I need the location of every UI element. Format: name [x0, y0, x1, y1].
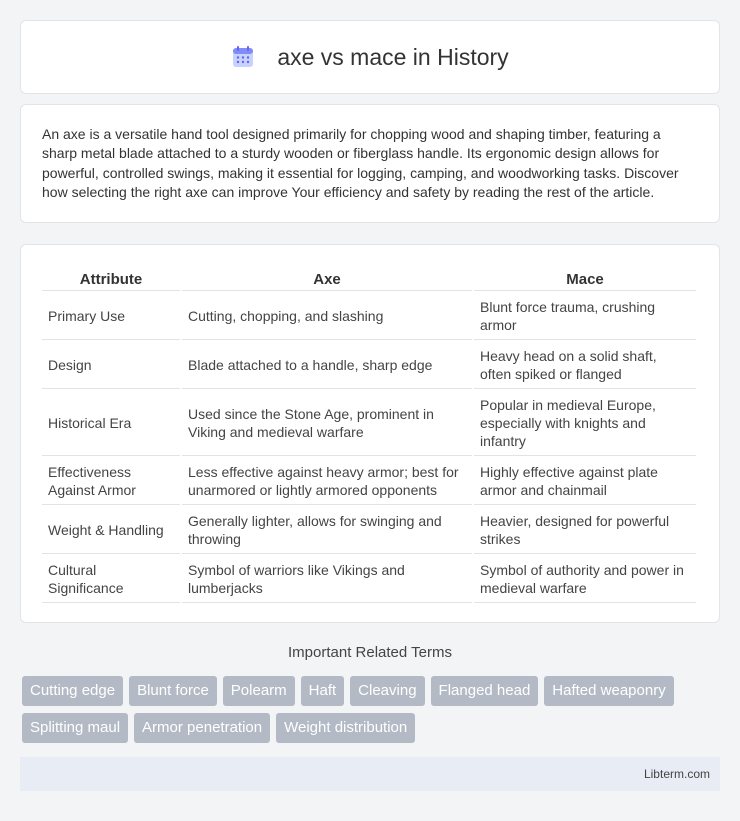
tag-cleaving[interactable]: Cleaving [350, 676, 424, 706]
tag-haft[interactable]: Haft [301, 676, 345, 706]
row-axe: Symbol of warriors like Vikings and lumberjacks [182, 556, 472, 603]
comparison-table [40, 265, 698, 605]
tag-blunt-force[interactable]: Blunt force [129, 676, 217, 706]
page-title: axe vs mace in History [277, 43, 509, 70]
intro-text: An axe is a versatile hand tool designed primarily for chopping wood and shaping timber, featuring a sharp metal blade attached to a sturdy wooden or fiberglass handle. Its ergonomic design allows for powerful, controlled swings, making it essential for logging, camping, and woodworking tasks. Discover how selecting the right axe can improve Your efficiency and safety by reading the rest of the article. [42, 126, 679, 200]
tag-polearm[interactable]: Polearm [223, 676, 295, 706]
row-axe: Generally lighter, allows for swinging and throwing [182, 507, 472, 554]
related-terms-title: Important Related Terms [288, 644, 452, 661]
row-attribute: Cultural Significance [42, 556, 180, 603]
table-row [42, 458, 696, 505]
row-attribute: Design [42, 342, 180, 389]
row-mace: Heavier, designed for powerful strikes [474, 507, 696, 554]
intro-card [20, 104, 720, 223]
row-mace: Highly effective against plate armor and chainmail [474, 458, 696, 505]
row-mace: Blunt force trauma, crushing armor [474, 293, 696, 340]
row-attribute: Historical Era [42, 391, 180, 456]
header-mace: Mace [474, 267, 696, 291]
tag-hafted-weaponry[interactable]: Hafted weaponry [544, 676, 673, 706]
row-mace: Heavy head on a solid shaft, often spiked or flanged [474, 342, 696, 389]
header-inner [231, 44, 508, 71]
footer-site-link[interactable]: Libterm.com [643, 767, 710, 781]
table-row [42, 293, 696, 340]
table-row [42, 342, 696, 389]
header-card [20, 20, 720, 94]
tag-armor-penetration[interactable]: Armor penetration [134, 713, 270, 743]
row-attribute: Weight & Handling [42, 507, 180, 554]
table-row [42, 507, 696, 554]
table-row [42, 556, 696, 603]
row-axe: Less effective against heavy armor; best for unarmored or lightly armored opponents [182, 458, 472, 505]
row-axe: Blade attached to a handle, sharp edge [182, 342, 472, 389]
row-axe: Cutting, chopping, and slashing [182, 293, 472, 340]
row-attribute: Effectiveness Against Armor [42, 458, 180, 505]
header-attribute: Attribute [42, 267, 180, 291]
row-axe: Used since the Stone Age, prominent in Viking and medieval warfare [182, 391, 472, 456]
comparison-card [20, 244, 720, 623]
footer [20, 757, 720, 791]
tag-cutting-edge[interactable]: Cutting edge [22, 676, 123, 706]
tag-flanged-head[interactable]: Flanged head [431, 676, 539, 706]
related-terms-list [22, 676, 722, 743]
header-axe: Axe [182, 267, 472, 291]
table-header-row [42, 267, 696, 291]
row-mace: Popular in medieval Europe, especially with knights and infantry [474, 391, 696, 456]
table-row [42, 391, 696, 456]
tag-weight-distribution[interactable]: Weight distribution [276, 713, 415, 743]
calendar-icon [231, 45, 255, 69]
tag-splitting-maul[interactable]: Splitting maul [22, 713, 128, 743]
row-mace: Symbol of authority and power in medieval warfare [474, 556, 696, 603]
row-attribute: Primary Use [42, 293, 180, 340]
